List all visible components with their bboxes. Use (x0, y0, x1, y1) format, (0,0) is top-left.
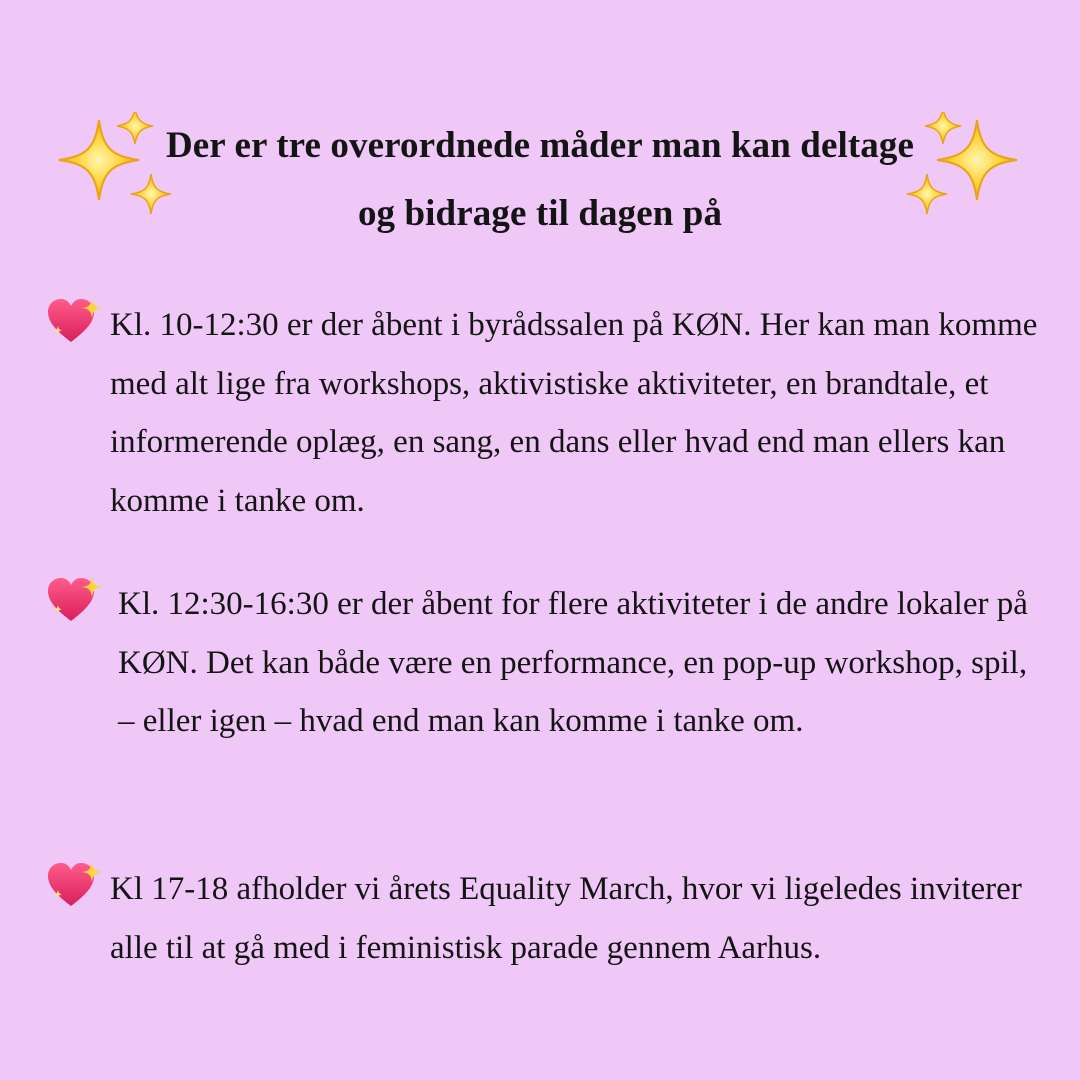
sparkling-heart-icon (46, 575, 104, 625)
sparkles-icon (55, 112, 175, 232)
sparkling-heart-icon (46, 296, 104, 346)
page-title: Der er tre overordnede måder man kan deltage og bidrage til dagen på (165, 125, 915, 234)
list-item (46, 860, 1046, 1040)
header (0, 112, 1080, 232)
sparkles-icon (905, 112, 1025, 232)
item-text: Kl 17-18 afholder vi årets Equality March, hvor vi ligeledes inviterer alle til at gå med i feministisk parade gennem Aarhus. (110, 871, 1022, 966)
list-item (46, 575, 1046, 815)
list-item (46, 296, 1046, 536)
item-text: Kl. 10-12:30 er der åbent i byrådssalen på KØN. Her kan man komme med alt lige fra workshops, aktivistiske aktiviteter, en brandtale, et informerende oplæg, en sang, en dans eller hvad end man ellers kan komme i tanke om. (110, 307, 1038, 519)
item-text: Kl. 12:30-16:30 er der åbent for flere aktiviteter i de andre lokaler på KØN. Det kan både være en performance, en pop-up workshop, spil, – eller igen – hvad end man kan komme i tanke om. (118, 586, 1028, 739)
sparkling-heart-icon (46, 860, 104, 910)
